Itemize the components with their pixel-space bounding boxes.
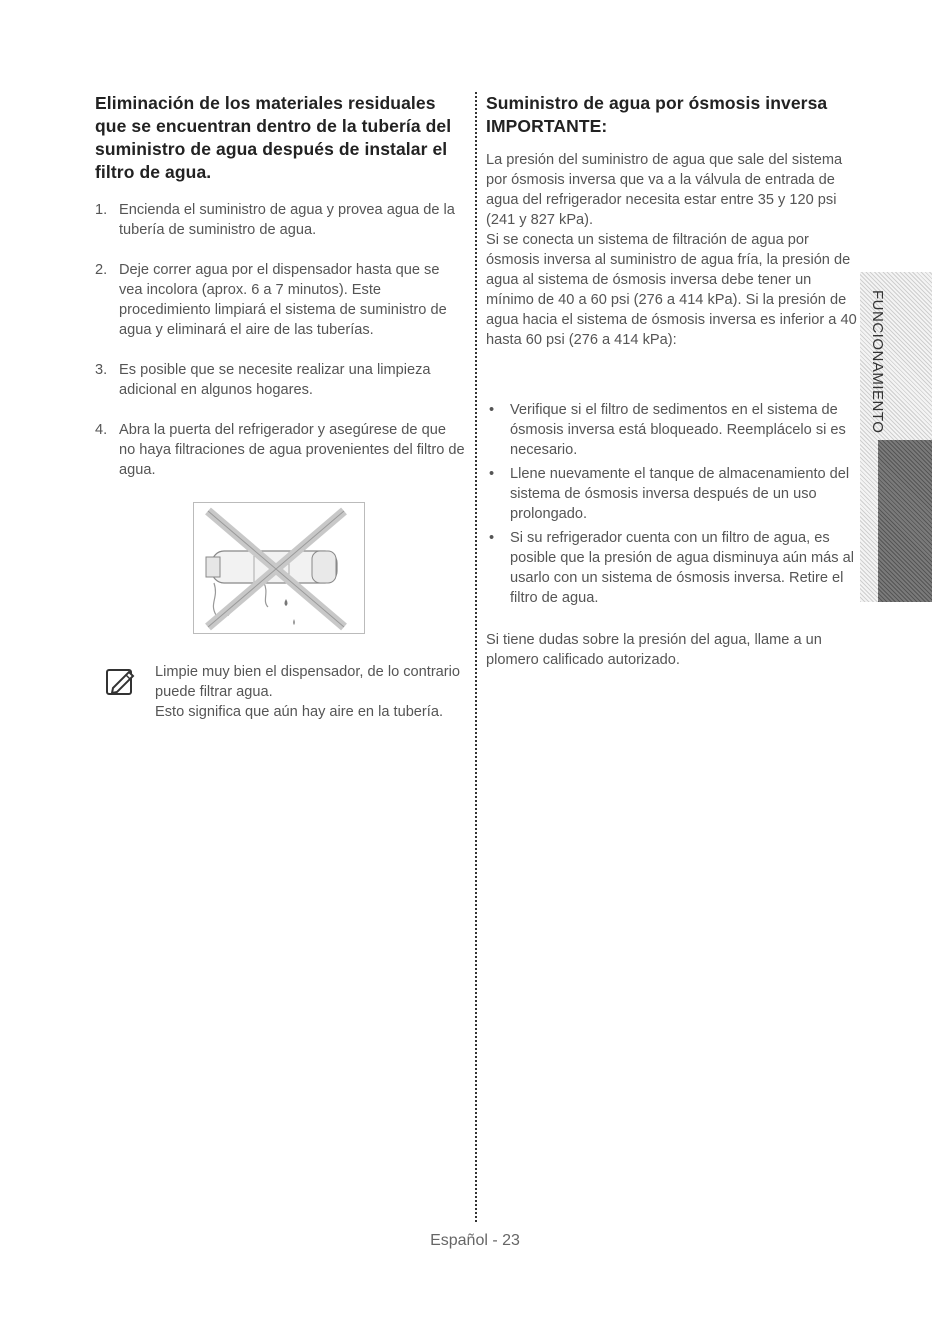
right-column bbox=[486, 92, 858, 670]
bullet-list bbox=[486, 400, 858, 608]
column-divider bbox=[475, 92, 477, 1222]
side-tab-dark-block bbox=[878, 440, 932, 602]
paragraph-pressure-range: La presión del suministro de agua que sale del sistema por ósmosis inversa que va a la válvula de entrada de agua del refrigerador necesita estar entre 35 y 120 psi (241 y 827 kPa). bbox=[486, 152, 843, 228]
bullet-dot-icon: • bbox=[489, 466, 495, 482]
step-number: 2. bbox=[95, 262, 108, 278]
steps-list bbox=[95, 200, 465, 480]
step-text: Deje correr agua por el dispensador hasta que se vea incolora (aprox. 6 a 7 minutos). Este procedimiento limpiará el sistema de suministro de agua y eliminará el aire de las tuberías. bbox=[119, 262, 447, 338]
step-item bbox=[95, 360, 465, 400]
note-line: Limpie muy bien el dispensador, de lo contrario puede filtrar agua. bbox=[155, 664, 461, 700]
step-text: Encienda el suministro de agua y provea agua de la tubería de suministro de agua. bbox=[119, 202, 455, 238]
step-text: Es posible que se necesite realizar una limpieza adicional en algunos hogares. bbox=[119, 362, 431, 398]
bullet-text: Llene nuevamente el tanque de almacenamiento del sistema de ósmosis inversa después de un uso prolongado. bbox=[510, 466, 850, 522]
step-text: Abra la puerta del refrigerador y asegúrese de que no haya filtraciones de agua provenientes del filtro de agua. bbox=[119, 422, 465, 478]
bullet-text: Si su refrigerador cuenta con un filtro de agua, es posible que la presión de agua disminuya aún más al usarlo con un sistema de ósmosis inversa. Retire el filtro de agua. bbox=[510, 530, 854, 606]
section-title-residual-materials: Eliminación de los materiales residuales que se encuentran dentro de la tubería del suministro de agua después de instalar el filtro de agua. bbox=[95, 93, 452, 182]
bullet-item bbox=[486, 464, 858, 524]
step-item bbox=[95, 260, 465, 340]
page-footer: Español - 23 bbox=[430, 1232, 520, 1249]
bullet-item bbox=[486, 528, 858, 608]
left-column bbox=[95, 92, 465, 720]
bullet-text: Verifique si el filtro de sedimentos en el sistema de ósmosis inversa está bloqueado. Reemplácelo si es necesario. bbox=[510, 402, 846, 458]
note-pencil-icon bbox=[105, 666, 137, 696]
chapter-side-label: FUNCIONAMIENTO bbox=[869, 290, 886, 434]
paragraph-closing: Si tiene dudas sobre la presión del agua, llame a un plomero calificado autorizado. bbox=[486, 632, 822, 668]
paragraph-osmosis-system: Si se conecta un sistema de filtración de agua por ósmosis inversa al suministro de agua fría, la presión de agua al sistema de ósmosis inversa debe tener un mínimo de 40 a 60 psi (276 a 414 kPa). Si la presión de agua hacia el sistema de ósmosis inversa es inferior a 40 hasta 60 psi (276 a 414 kPa): bbox=[486, 232, 857, 348]
bullet-item bbox=[486, 400, 858, 460]
note-line: Esto significa que aún hay aire en la tubería. bbox=[155, 704, 444, 720]
bullet-dot-icon: • bbox=[489, 402, 495, 418]
bullet-dot-icon: • bbox=[489, 530, 495, 546]
section-title-reverse-osmosis: Suministro de agua por ósmosis inversa IMPORTANTE: bbox=[486, 93, 828, 136]
step-item bbox=[95, 420, 465, 480]
note-text bbox=[155, 662, 477, 722]
leaking-filter-crossed-out-illustration bbox=[193, 502, 365, 634]
note-box bbox=[105, 662, 477, 722]
step-number: 1. bbox=[95, 202, 108, 218]
step-item bbox=[95, 200, 465, 240]
step-number: 4. bbox=[95, 422, 108, 438]
step-number: 3. bbox=[95, 362, 108, 378]
